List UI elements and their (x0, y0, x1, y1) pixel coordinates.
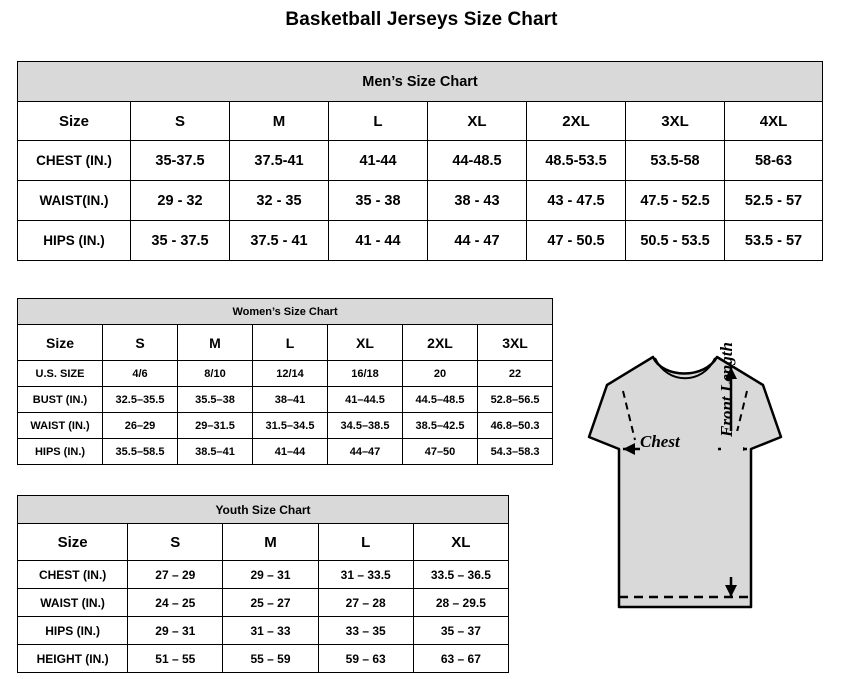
youth-row-0-cell-0: 27 – 29 (128, 561, 223, 589)
womens-row-3-label: HIPS (IN.) (18, 439, 103, 465)
womens-row-2-cell-3: 34.5–38.5 (328, 413, 403, 439)
mens-row-2-cell-3: 44 - 47 (428, 221, 527, 261)
youth-row-0-cell-2: 31 – 33.5 (318, 561, 413, 589)
womens-row-0-cell-0: 4/6 (103, 361, 178, 387)
womens-row-0-label: U.S. SIZE (18, 361, 103, 387)
mens-row-2-cell-0: 35 - 37.5 (131, 221, 230, 261)
mens-header-4: XL (428, 102, 527, 141)
mens-row-2-cell-4: 47 - 50.5 (527, 221, 626, 261)
mens-row-2-cell-1: 37.5 - 41 (230, 221, 329, 261)
womens-row-1-label: BUST (IN.) (18, 387, 103, 413)
womens-row-0-cell-5: 22 (478, 361, 553, 387)
page-title: Basketball Jerseys Size Chart (285, 9, 558, 30)
mens-header-3: L (329, 102, 428, 141)
womens-header-0: Size (18, 325, 103, 361)
womens-row-0-cell-1: 8/10 (178, 361, 253, 387)
womens-row-1-cell-5: 52.8–56.5 (478, 387, 553, 413)
table-header-row (18, 325, 553, 361)
womens-row-2-label: WAIST (IN.) (18, 413, 103, 439)
youth-header-0: Size (18, 524, 128, 561)
youth-size-chart-table (17, 495, 509, 673)
womens-row-1-cell-0: 32.5–35.5 (103, 387, 178, 413)
mens-caption: Men’s Size Chart (18, 62, 823, 102)
youth-row-2-cell-1: 31 – 33 (223, 617, 318, 645)
youth-row-3-cell-0: 51 – 55 (128, 645, 223, 673)
womens-row-3-cell-4: 47–50 (403, 439, 478, 465)
mens-row-0-cell-6: 58-63 (725, 141, 823, 181)
mens-row-1-cell-3: 38 - 43 (428, 181, 527, 221)
mens-row-2-label: HIPS (IN.) (18, 221, 131, 261)
womens-header-2: M (178, 325, 253, 361)
chest-measure-label: Chest (640, 432, 680, 451)
mens-header-6: 3XL (626, 102, 725, 141)
youth-row-2-cell-2: 33 – 35 (318, 617, 413, 645)
womens-row-2-cell-1: 29–31.5 (178, 413, 253, 439)
womens-row-3-cell-1: 38.5–41 (178, 439, 253, 465)
front-length-measure-label: Front Length (717, 342, 736, 437)
womens-row-0-cell-2: 12/14 (253, 361, 328, 387)
womens-row-2-cell-2: 31.5–34.5 (253, 413, 328, 439)
womens-size-chart-table (17, 298, 553, 465)
womens-row-1-cell-4: 44.5–48.5 (403, 387, 478, 413)
youth-header-2: M (223, 524, 318, 561)
table-row (18, 221, 823, 261)
womens-header-3: L (253, 325, 328, 361)
tshirt-icon (545, 345, 837, 665)
mens-row-0-cell-2: 41-44 (329, 141, 428, 181)
womens-header-5: 2XL (403, 325, 478, 361)
youth-row-1-cell-0: 24 – 25 (128, 589, 223, 617)
table-row (18, 181, 823, 221)
mens-row-1-cell-4: 43 - 47.5 (527, 181, 626, 221)
mens-header-0: Size (18, 102, 131, 141)
womens-row-3-cell-3: 44–47 (328, 439, 403, 465)
mens-row-0-cell-0: 35-37.5 (131, 141, 230, 181)
youth-row-2-cell-0: 29 – 31 (128, 617, 223, 645)
womens-header-4: XL (328, 325, 403, 361)
mens-row-0-cell-5: 53.5-58 (626, 141, 725, 181)
womens-row-0-cell-3: 16/18 (328, 361, 403, 387)
jersey-measurement-diagram (545, 345, 837, 665)
mens-row-0-label: CHEST (IN.) (18, 141, 131, 181)
table-caption-row (18, 299, 553, 325)
womens-header-6: 3XL (478, 325, 553, 361)
table-row (18, 439, 553, 465)
mens-row-2-cell-6: 53.5 - 57 (725, 221, 823, 261)
mens-size-chart-table (17, 61, 823, 261)
womens-row-3-cell-5: 54.3–58.3 (478, 439, 553, 465)
mens-row-2-cell-5: 50.5 - 53.5 (626, 221, 725, 261)
youth-row-3-label: HEIGHT (IN.) (18, 645, 128, 673)
table-row (18, 387, 553, 413)
womens-row-0-cell-4: 20 (403, 361, 478, 387)
mens-row-1-cell-0: 29 - 32 (131, 181, 230, 221)
youth-row-2-label: HIPS (IN.) (18, 617, 128, 645)
mens-row-0-cell-4: 48.5-53.5 (527, 141, 626, 181)
youth-header-1: S (128, 524, 223, 561)
youth-row-0-cell-3: 33.5 – 36.5 (413, 561, 508, 589)
youth-row-1-cell-1: 25 – 27 (223, 589, 318, 617)
mens-row-1-label: WAIST(IN.) (18, 181, 131, 221)
mens-row-1-cell-6: 52.5 - 57 (725, 181, 823, 221)
table-row (18, 413, 553, 439)
table-header-row (18, 524, 509, 561)
mens-row-1-cell-2: 35 - 38 (329, 181, 428, 221)
youth-row-1-cell-2: 27 – 28 (318, 589, 413, 617)
youth-header-4: XL (413, 524, 508, 561)
table-row (18, 141, 823, 181)
table-row (18, 589, 509, 617)
table-caption-row (18, 496, 509, 524)
mens-header-7: 4XL (725, 102, 823, 141)
womens-row-2-cell-5: 46.8–50.3 (478, 413, 553, 439)
womens-header-1: S (103, 325, 178, 361)
womens-row-1-cell-3: 41–44.5 (328, 387, 403, 413)
womens-row-3-cell-0: 35.5–58.5 (103, 439, 178, 465)
mens-row-0-cell-3: 44-48.5 (428, 141, 527, 181)
womens-row-3-cell-2: 41–44 (253, 439, 328, 465)
womens-caption: Women’s Size Chart (18, 299, 553, 325)
youth-row-3-cell-3: 63 – 67 (413, 645, 508, 673)
womens-row-2-cell-4: 38.5–42.5 (403, 413, 478, 439)
youth-row-1-label: WAIST (IN.) (18, 589, 128, 617)
table-row (18, 617, 509, 645)
mens-header-5: 2XL (527, 102, 626, 141)
womens-row-1-cell-2: 38–41 (253, 387, 328, 413)
mens-row-1-cell-5: 47.5 - 52.5 (626, 181, 725, 221)
table-row (18, 645, 509, 673)
youth-header-3: L (318, 524, 413, 561)
youth-row-0-cell-1: 29 – 31 (223, 561, 318, 589)
mens-header-1: S (131, 102, 230, 141)
table-row (18, 361, 553, 387)
table-caption-row (18, 62, 823, 102)
youth-row-3-cell-1: 55 – 59 (223, 645, 318, 673)
youth-row-3-cell-2: 59 – 63 (318, 645, 413, 673)
youth-caption: Youth Size Chart (18, 496, 509, 524)
table-row (18, 561, 509, 589)
mens-header-2: M (230, 102, 329, 141)
womens-row-1-cell-1: 35.5–38 (178, 387, 253, 413)
youth-row-0-label: CHEST (IN.) (18, 561, 128, 589)
womens-row-2-cell-0: 26–29 (103, 413, 178, 439)
table-header-row (18, 102, 823, 141)
mens-row-1-cell-1: 32 - 35 (230, 181, 329, 221)
youth-row-2-cell-3: 35 – 37 (413, 617, 508, 645)
youth-row-1-cell-3: 28 – 29.5 (413, 589, 508, 617)
mens-row-2-cell-2: 41 - 44 (329, 221, 428, 261)
mens-row-0-cell-1: 37.5-41 (230, 141, 329, 181)
